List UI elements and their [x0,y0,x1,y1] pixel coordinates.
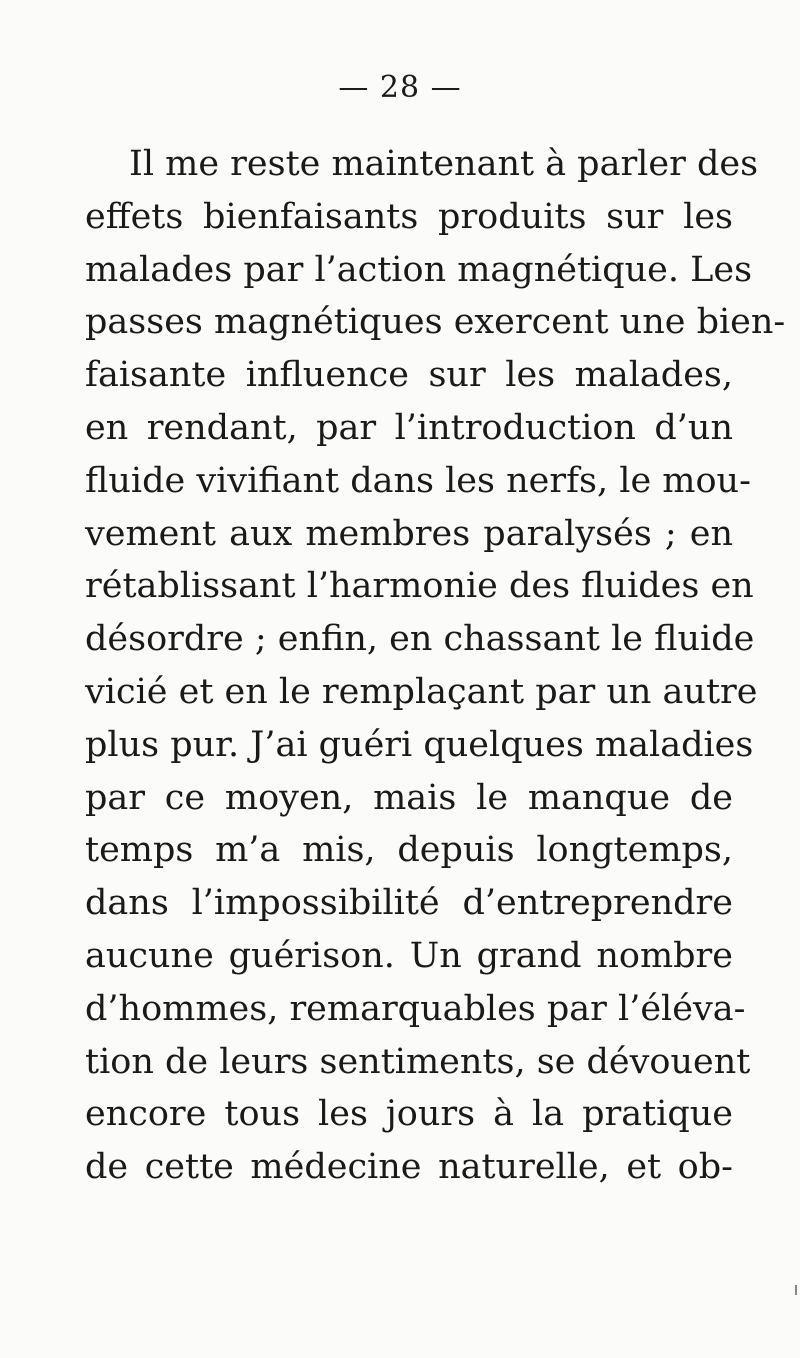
text-line: de cette médecine naturelle, et ob- [85,1147,733,1188]
text-line: effets bienfaisants produits sur les [85,196,733,237]
text-line: par ce moyen, mais le manque de [85,777,733,818]
text-line: en rendant, par l’introduction d’un [85,407,733,448]
text-line: Il me reste maintenant à parler des [129,144,759,184]
page-edge-mark [795,1285,797,1295]
text-line: malades par l’action magnétique. Les [85,249,753,290]
text-line: vement aux membres paralysés ; en [85,513,733,554]
text-line: fluide vivifiant dans les nerfs, le mou- [85,460,751,501]
text-line: passes magnétiques exercent une bien- [85,302,786,343]
text-line: temps m’a mis, depuis longtemps, [85,830,733,871]
body-text [85,138,786,1194]
text-line: d’hommes, remarquables par l’éléva- [85,988,746,1029]
text-line: aucune guérison. Un grand nombre [85,935,733,976]
text-line: tion de leurs sentiments, se dévouent [85,1041,751,1082]
text-line: vicié et en le remplaçant par un autre [85,671,758,712]
text-line: dans l’impossibilité d’entreprendre [85,883,733,924]
text-line: plus pur. J’ai guéri quelques maladies [85,724,754,765]
text-line: faisante influence sur les malades, [85,355,733,396]
text-line: rétablissant l’harmonie des fluides en [85,566,754,607]
text-line: désordre ; enfin, en chassant le fluide [85,619,755,660]
page-number: — 28 — [338,70,462,105]
text-line: encore tous les jours à la pratique [85,1094,733,1135]
